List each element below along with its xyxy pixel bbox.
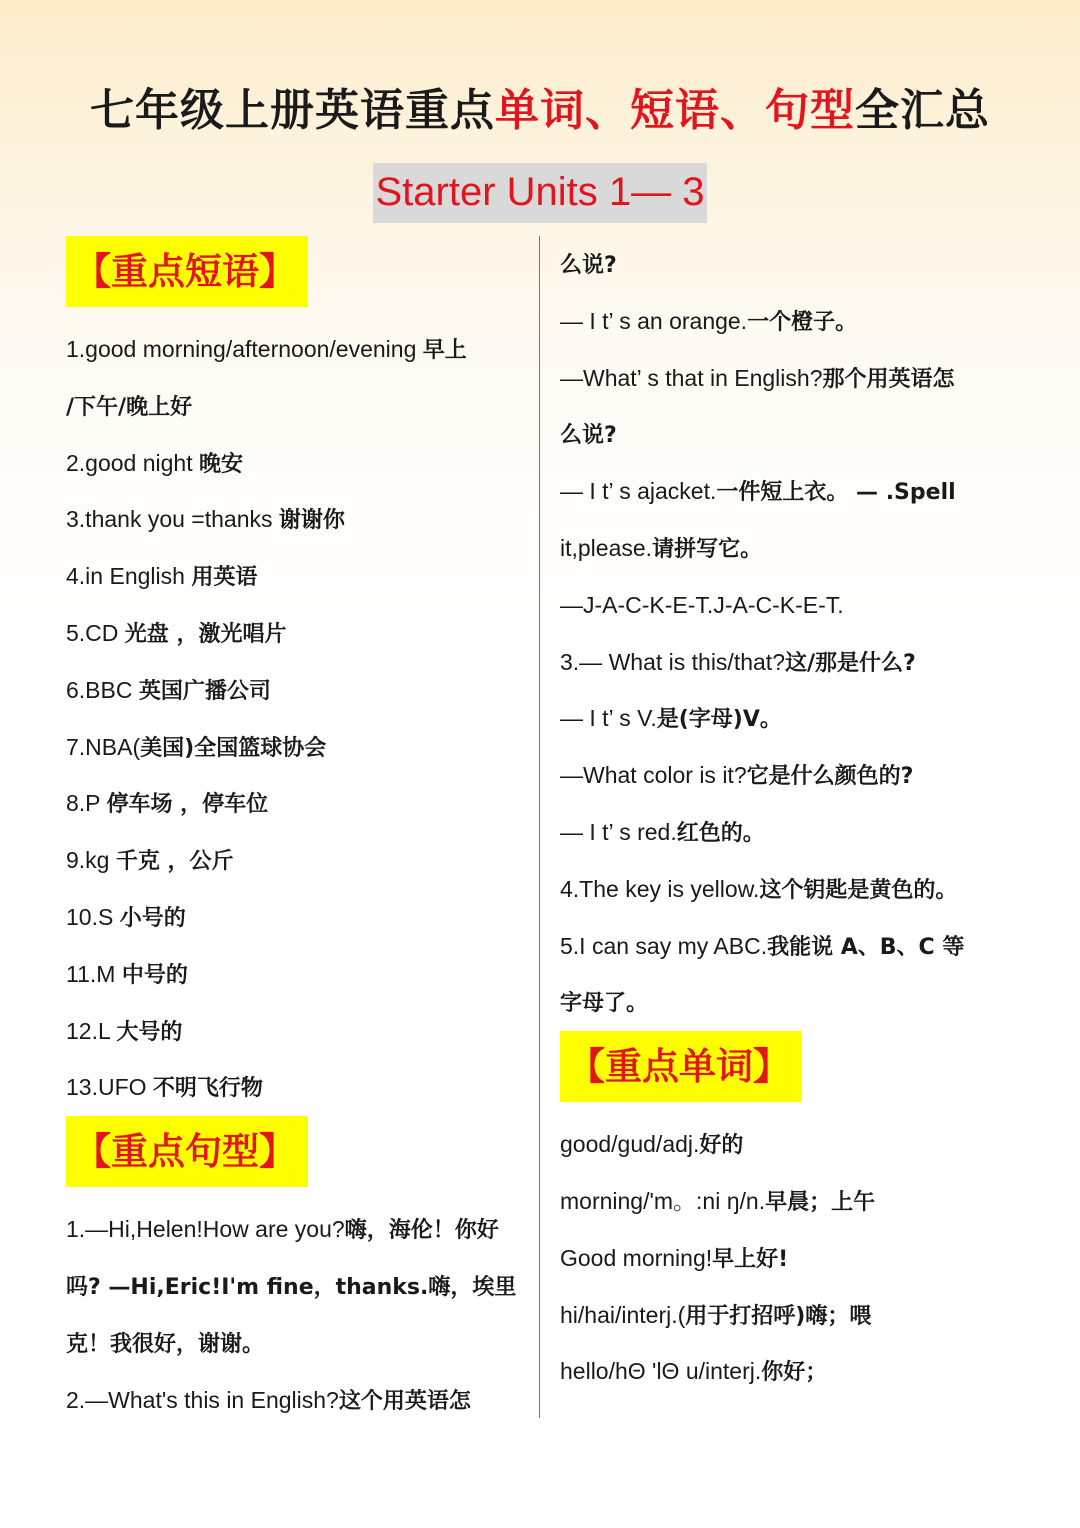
sentence-line (560, 634, 1022, 691)
word-line-en: good/gud/adj. (560, 1131, 700, 1158)
title-part-black-2: 全汇总 (855, 85, 990, 136)
sentence-line-en: 5.I can say my ABC. (560, 932, 768, 959)
sentence-line-cn: 这/那是什么? (784, 650, 916, 676)
phrase-line-en: 2.good night (66, 449, 200, 476)
word-line-cn: 早上好! (712, 1246, 789, 1272)
left-column (66, 236, 526, 1428)
phrase-line (66, 719, 526, 776)
phrase-line-en: 11.M (66, 960, 122, 987)
word-line (560, 1230, 1022, 1287)
phrase-line-en: 13.UFO (66, 1074, 153, 1101)
word-line-en: morning/'m。:ni ŋ/n. (560, 1187, 766, 1214)
sentence-line-cn: 是(字母)V。 (656, 707, 782, 733)
sentence-line-en: — I t’ s an orange. (560, 307, 748, 334)
phrase-line-cn: 英国广播公司 (138, 678, 271, 704)
sentence-line (560, 804, 1022, 861)
phrase-line (66, 889, 526, 946)
phrase-line-en: 10.S (66, 903, 120, 930)
sentence-line-en: it,please. (560, 534, 653, 561)
phrase-line-en: 12.L (66, 1017, 117, 1044)
sentence-line (560, 861, 1022, 918)
sentence-line-cn: 字母了。 (560, 991, 649, 1017)
right-column (560, 236, 1022, 1400)
subtitle-wrap (0, 163, 1080, 223)
phrase-line-cn: 小号的 (119, 905, 186, 931)
sentence-line-cn: 克！我很好，谢谢。 (66, 1331, 265, 1357)
sentence-line-cn: 它是什么颜色的? (746, 764, 914, 790)
phrase-line-cn: 光盘 ，激光唱片 (124, 621, 287, 647)
phrase-line-cn: 晚安 (199, 451, 244, 477)
phrase-line (66, 662, 526, 719)
phrase-line-cn: /下午/晚上好 (66, 394, 193, 420)
word-line-en: Good morning! (560, 1244, 713, 1271)
phrase-line (66, 946, 526, 1003)
sentence-line-en: — I t’ s red. (560, 818, 677, 845)
sentence-line-cn: 一个橙子。 (747, 309, 858, 335)
sentence-line (560, 350, 1022, 407)
sentence-line (560, 577, 1022, 634)
column-divider (539, 236, 540, 1418)
sentence-line-cn: 那个用英语怎 (822, 366, 955, 392)
sentence-line (560, 463, 1022, 520)
word-line (560, 1343, 1022, 1400)
words-heading-row (560, 1031, 1022, 1102)
phrase-line-cn: 谢谢你 (278, 508, 345, 534)
phrases-heading: 【重点短语】 (66, 236, 308, 307)
title-part-red: 单词、短语、句型 (495, 85, 855, 136)
sentences-heading: 【重点句型】 (66, 1116, 308, 1187)
phrase-line (66, 435, 526, 492)
page-title (0, 74, 1080, 138)
phrase-line (66, 321, 526, 378)
sentence-line-cn: 红色的。 (676, 820, 765, 846)
sentence-line-en: —What’ s that in English? (560, 364, 823, 391)
sentence-line-cn: 请拼写它。 (652, 536, 763, 562)
sentence-line-en: 3.— What is this/that? (560, 648, 785, 675)
sentence-line-en: 2.—What's this in English? (66, 1386, 339, 1413)
sentence-line (560, 918, 1022, 975)
sentence-line-cn: 么说? (560, 423, 617, 449)
sentence-line-en: —What color is it? (560, 762, 747, 789)
sentence-line-en: 1.—Hi,Helen!How are you? (66, 1216, 345, 1243)
word-line (560, 1287, 1022, 1344)
sentence-line-cn: 这个用英语怎 (338, 1388, 471, 1414)
sentence-line (560, 747, 1022, 804)
phrase-line-en: 3.thank you =thanks (66, 506, 279, 533)
phrases-heading-row (66, 236, 526, 307)
phrase-line-cn: 用英语 (191, 565, 258, 591)
sentence-line-cn: 么说? (560, 253, 617, 278)
phrase-line-cn: 千克 ，公斤 (115, 849, 234, 875)
sentence-line-en: 4.The key is yellow. (560, 875, 760, 902)
phrase-line (66, 605, 526, 662)
sentence-line (560, 690, 1022, 747)
phrase-line-cn: 美国)全国篮球协会 (140, 735, 327, 761)
words-list (560, 1116, 1022, 1400)
phrase-line (66, 491, 526, 548)
word-line-cn: 你好； (761, 1360, 828, 1386)
sentence-line-en: — I t’ s V. (560, 705, 657, 732)
phrase-line-cn: 大号的 (116, 1019, 183, 1045)
sentence-line (560, 236, 1022, 293)
phrase-line-cn: 早上 (422, 338, 467, 363)
phrase-line-en: 5.CD (66, 619, 125, 646)
sentence-line-cn: 这个钥匙是黄色的。 (759, 877, 958, 903)
sentence-line-en: — I t’ s ajacket. (560, 478, 717, 505)
sentence-line (66, 1372, 526, 1429)
sentence-line (560, 520, 1022, 577)
sentence-line-en: —J-A-C-K-E-T.J-A-C-K-E-T. (560, 591, 844, 618)
phrase-line-en: 8.P (66, 790, 107, 817)
title-part-black-1: 七年级上册英语重点 (90, 85, 495, 136)
sentence-line (560, 293, 1022, 350)
sentence-line (560, 406, 1022, 463)
word-line-cn: 早晨；上午 (765, 1189, 876, 1215)
sentence-line (66, 1258, 526, 1315)
word-line-cn: 用于打招呼)嗨；喂 (685, 1303, 872, 1329)
words-heading: 【重点单词】 (560, 1031, 802, 1102)
phrase-line-en: 1.good morning/afternoon/evening (66, 336, 423, 362)
phrase-line-en: 4.in English (66, 563, 192, 590)
phrase-line-cn: 不明飞行物 (152, 1076, 263, 1102)
word-line-en: hi/hai/interj.( (560, 1301, 686, 1328)
word-line (560, 1173, 1022, 1230)
word-line (560, 1116, 1022, 1173)
word-line-en: hello/hΘ 'lΘ u/interj. (560, 1358, 762, 1385)
sentence-line-cn: 吗? —Hi,Eric!I'm fine，thanks.嗨，埃里 (66, 1274, 517, 1300)
phrase-line (66, 775, 526, 832)
phrase-line-en: 6.BBC (66, 676, 139, 703)
phrase-line (66, 832, 526, 889)
left-sentences-list (66, 1201, 526, 1428)
subtitle: Starter Units 1— 3 (373, 163, 706, 223)
phrase-line-en: 7.NBA( (66, 733, 141, 760)
phrase-line (66, 548, 526, 605)
phrase-line (66, 1003, 526, 1060)
sentences-heading-row (66, 1116, 526, 1187)
right-sentences-list (560, 236, 1022, 1031)
phrases-list (66, 321, 526, 1116)
phrase-line (66, 378, 526, 435)
sentence-line (66, 1201, 526, 1258)
phrase-line-cn: 中号的 (121, 962, 188, 988)
phrase-line-en: 9.kg (66, 847, 116, 874)
sentence-line-cn: 一件短上衣。 — .Spell (716, 480, 956, 506)
sentence-line (560, 974, 1022, 1031)
sentence-line-cn: 我能说 A、B、C 等 (767, 934, 965, 960)
phrase-line (66, 1059, 526, 1116)
phrase-line-cn: 停车场 ，停车位 (106, 792, 269, 818)
sentence-line (66, 1315, 526, 1372)
word-line-cn: 好的 (699, 1133, 744, 1159)
sentence-line-cn: 嗨，海伦！你好 (344, 1218, 499, 1244)
